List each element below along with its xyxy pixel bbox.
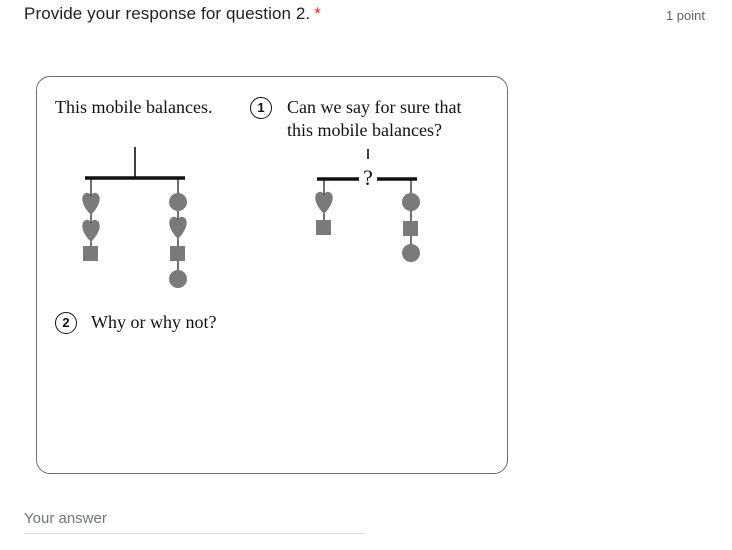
question-figure <box>36 76 508 474</box>
points-label: 1 point <box>665 8 705 23</box>
question-1-line-1: Can we say for sure that <box>287 97 462 117</box>
answer-field-container <box>24 510 365 534</box>
question-1-line-2: this mobile balances? <box>287 120 442 140</box>
circle-icon <box>402 244 420 262</box>
square-icon <box>403 221 418 236</box>
circle-icon <box>402 193 420 211</box>
figure-intro-text: This mobile balances. <box>55 97 213 117</box>
circled-number-1: 1 <box>250 97 272 119</box>
question-2-text: Why or why not? <box>91 312 217 332</box>
circle-icon <box>169 270 187 288</box>
question-mobile <box>315 147 425 267</box>
question-title-text: Provide your response for question 2. <box>24 4 311 23</box>
balanced-mobile <box>77 145 197 295</box>
square-icon <box>170 246 185 261</box>
answer-input[interactable] <box>24 510 365 527</box>
square-icon <box>316 220 331 235</box>
required-star: * <box>314 4 321 23</box>
square-icon <box>83 246 98 261</box>
question-mark: ? <box>363 165 373 190</box>
question-title <box>24 4 321 24</box>
circled-number-2: 2 <box>55 312 77 334</box>
circle-icon <box>169 193 187 211</box>
